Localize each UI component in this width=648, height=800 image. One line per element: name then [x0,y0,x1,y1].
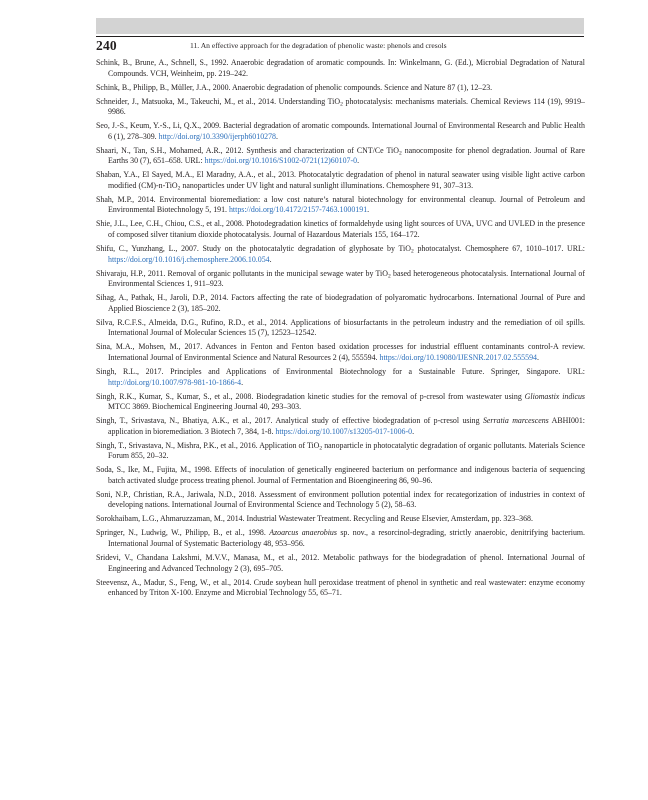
reference-item: Shifu, C., Yunzhang, L., 2007. Study on the photocatalytic degradation of glyphosate by TiO$_2$ photocatalyst. Chemosphere 67, 1010–1017. URL: https://doi.org/10.1016/j.chemosphere.2006.10.054. [96,244,585,264]
reference-item: Silva, R.C.F.S., Almeida, D.G., Rufino, R.D., et al., 2014. Applications of biosurfactants in the petroleum industry and the remediation of oil spills. International Journal of Molecular Sciences 15 (7), 12523–12542. [96,317,585,338]
doi-link[interactable]: https://doi.org/10.4172/2157-7463.1000191 [228,205,368,215]
reference-item: Singh, T., Srivastava, N., Mishra, P.K., et al., 2016. Application of TiO$_2$ nanoparticle in photocatalytic degradation of organic pollutants. Materials Science Forum 855, 20–32. [96,440,585,461]
doi-link[interactable]: https://doi.org/10.1016/S1002-0721(12)60107-0 [204,156,358,166]
reference-item: Singh, T., Srivastava, N., Bhatiya, A.K., et al., 2017. Analytical study of effective biodegradation of p-cresol using Serratia marcescens ABHI001: application in bioremediation. 3 Biotech 7, 384, 1-8. https://doi.org/10.1007/s13205-017-1006-0. [96,416,586,436]
doi-link[interactable]: http://doi.org/10.3390/ijerph6010278 [158,131,276,141]
reference-item: Springer, N., Ludwig, W., Philipp, B., et al., 1998. Azoarcus anaerobius sp. nov., a resorcinol-degrading, strictly anaerobic, denitrifying bacterium. International Journal of Systematic Bacteriology 48, 953–956. [96,528,585,548]
reference-item: Singh, R.K., Kumar, S., Kumar, S., et al., 2008. Biodegradation kinetic studies for the removal of p-cresol from wastewater using Gliomastix indicus MTCC 3869. Biochemical Engineering Journal 40, 293–303. [96,391,585,412]
page-number: 240 [96,38,117,53]
reference-list [96,58,585,602]
reference-item: Shah, M.P., 2014. Environmental bioremediation: a low cost nature’s natural biotechnology for environmental cleanup. Journal of Petroleum and Environmental Biotechnology 5, 191. https://doi.org/10.4172/2157-7463.1000191. [96,194,585,215]
reference-item: Sridevi, V., Chandana Lakshmi, M.V.V., Manasa, M., et al., 2012. Metabolic pathways for the biodegradation of phenol. International Journal of Engineering and Advanced Technology 2 (3), 695–705. [96,552,585,573]
running-head: 11. An effective approach for the degradation of phenolic waste: phenols and cresols [190,41,447,50]
doi-link[interactable]: https://doi.org/10.19080/IJESNR.2017.02.555594 [379,352,537,362]
reference-item: Seo, J.-S., Keum, Y.-S., Li, Q.X., 2009. Bacterial degradation of aromatic compounds. International Journal of Environmental Research and Public Health 6 (1), 278–309. http://doi.org/10.3390/ijerph6010278. [96,121,585,141]
reference-item: Soda, S., Ike, M., Fujita, M., 1998. Effects of inoculation of genetically engineered bacterium on performance and indigenous bacteria of sequencing batch activated sludge process treating phenol. Journal of Fermentation and Bioengineering 86, 90–96. [96,465,585,485]
reference-item: Steevensz, A., Madur, S., Feng, W., et al., 2014. Crude soybean hull peroxidase treatment of phenol in synthetic and real wastewater: enzyme economy enhanced by Triton X-100. Enzyme and Microbial Technology 55, 65–71. [96,577,585,598]
reference-item: Shie, J.L., Lee, C.H., Chiou, C.S., et al., 2008. Photodegradation kinetics of formaldehyde using light sources of UVA, UVC and UVLED in the presence of composed silver titanium dioxide photocatalysis. Journal of Hazardous Materials 155, 164–172. [96,219,585,240]
reference-item: Soni, N.P., Christian, R.A., Jariwala, N.D., 2018. Assessment of environment pollution potential index for recategorization of industries in context of developing nations. International Journal of Environmental Science and Technology 5 (2), 58–63. [96,489,585,510]
reference-item: Sina, M.A., Mohsen, M., 2017. Advances in Fenton and Fenton based oxidation processes for industrial effluent contaminants control-A review. International Journal of Environmental Science and Natural Resources 2 (4), 555594. https://doi.org/10.19080/IJESNR.2017.02.555594. [96,342,585,362]
reference-item: Shivaraju, H.P., 2011. Removal of organic pollutants in the municipal sewage water by TiO$_2$ based heterogeneous photocatalysis. International Journal of Environmental Sciences 1, 911–923. [96,268,585,289]
reference-item: Singh, R.L., 2017. Principles and Applications of Environmental Biotechnology for a Sustainable Future. Springer, Singapore. URL: http://doi.org/10.1007/978-981-10-1866-4. [96,366,585,387]
doi-link[interactable]: https://doi.org/10.1007/s13205-017-1006-0 [275,426,413,436]
header-rule [96,36,584,37]
reference-item: Shaari, N., Tan, S.H., Mohamed, A.R., 2012. Synthesis and characterization of CNT/Ce TiO$_2$ nanocomposite for phenol degradation. Journal of Rare Earths 30 (7), 651–658. URL: https://doi.org/10.1016/S1002-0721(12)60107-0. [96,145,585,166]
header-band [96,18,584,34]
reference-item: Sorokhaibam, L.G., Ahmaruzzaman, M., 2014. Industrial Wastewater Treatment. Recycling and Reuse Elsevier, Amsterdam, pp. 323–368. [96,514,533,524]
reference-item: Schneider, J., Matsuoka, M., Takeuchi, M., et al., 2014. Understanding TiO$_2$ photocatalysis: mechanisms materials. Chemical Reviews 114 (19), 9919–9986. [96,96,585,117]
reference-item: Schink, B., Brune, A., Schnell, S., 1992. Anaerobic degradation of aromatic compounds. In: Winkelmann, G. (Ed.), Microbial Degradation of Natural Compounds. VCH, Weinheim, pp. 219–242. [96,58,585,78]
reference-item: Schink, B., Philipp, B., Müller, J.A., 2000. Anaerobic degradation of phenolic compounds. Science and Nature 87 (1), 12–23. [96,82,493,92]
reference-item: Sihag, A., Pathak, H., Jaroli, D.P., 2014. Factors affecting the rate of biodegradation of polyaromatic hydrocarbons. International Journal of Pure and Applied Bioscience 2 (3), 185–202. [96,293,585,313]
doi-link[interactable]: https://doi.org/10.1016/j.chemosphere.2006.10.054 [108,254,270,264]
doi-link[interactable]: http://doi.org/10.1007/978-981-10-1866-4 [108,377,242,387]
reference-item: Shaban, Y.A., El Sayed, M.A., El Maradny, A.A., et al., 2013. Photocatalytic degradation of phenol in natural seawater using visible light active carbon modified (CM)-n-TiO$_2$ nanoparticles under UV light and natural sunlight illuminations. Chemosphere 91, 307–313. [96,170,585,192]
